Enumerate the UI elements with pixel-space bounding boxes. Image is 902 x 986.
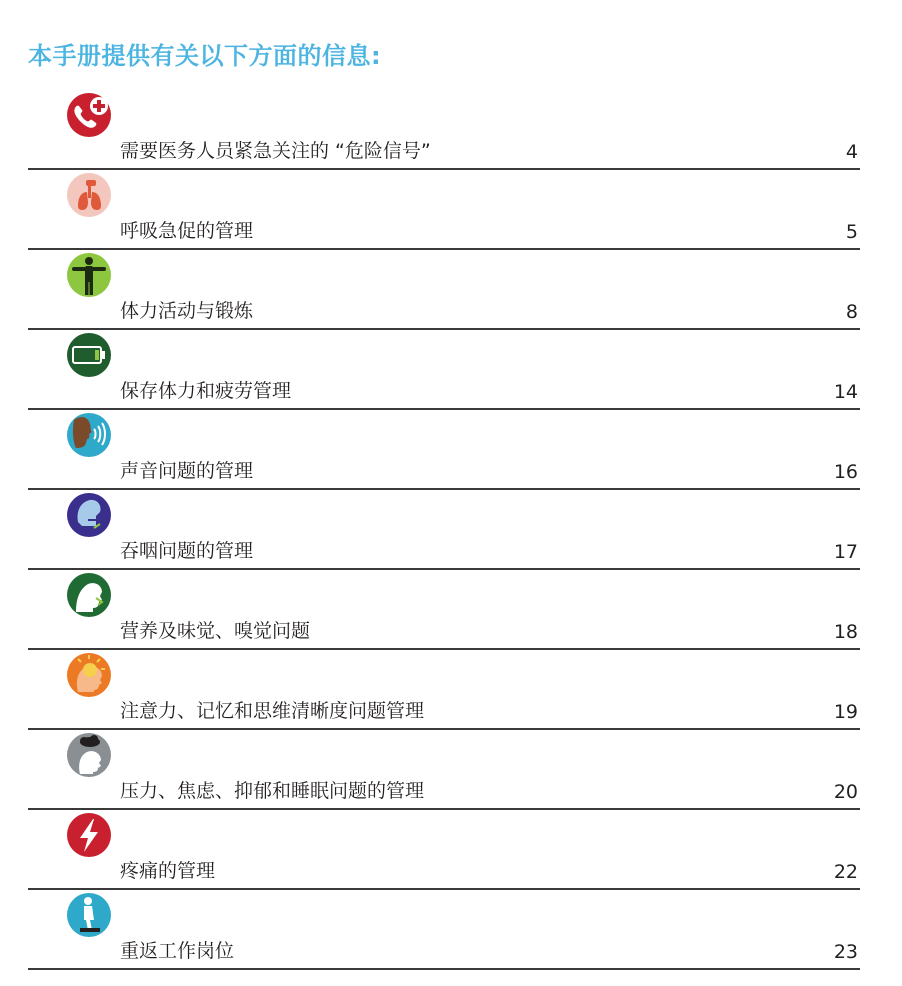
toc-item-label: 疼痛的管理 [120,860,216,882]
person-arms-out-icon [66,252,112,298]
toc-item-label: 保存体力和疲劳管理 [120,380,292,402]
toc-row[interactable] [28,730,860,810]
toc-item-label: 声音问题的管理 [120,460,254,482]
battery-icon [66,332,112,378]
voice-sound-waves-icon [66,412,112,458]
page-title: 本手册提供有关以下方面的信息: [28,42,382,70]
phone-medical-cross-icon [66,92,112,138]
toc-row[interactable] [28,90,860,170]
toc-page-number: 5 [845,221,858,243]
toc-page-number: 16 [833,461,858,483]
toc-page-number: 23 [833,941,858,963]
toc-item-label: 注意力、记忆和思维清晰度问题管理 [120,700,425,722]
toc-row[interactable] [28,810,860,890]
toc-row[interactable] [28,490,860,570]
head-smell-taste-icon [66,572,112,618]
toc-item-label: 需要医务人员紧急关注的 “危险信号” [120,140,431,162]
toc-row[interactable] [28,650,860,730]
toc-row[interactable] [28,330,860,410]
toc-item-label: 呼吸急促的管理 [120,220,254,242]
toc-item-label: 营养及味觉、嗅觉问题 [120,620,311,642]
lightning-bolt-icon [66,812,112,858]
toc-page-number: 4 [845,141,858,163]
toc-row[interactable] [28,890,860,970]
toc-page-number: 22 [833,861,858,883]
toc-item-label: 压力、焦虑、抑郁和睡眠问题的管理 [120,780,425,802]
toc-page-number: 19 [833,701,858,723]
toc-item-label: 重返工作岗位 [120,940,235,962]
swallowing-throat-icon [66,492,112,538]
toc-page-number: 18 [833,621,858,643]
toc-page-number: 14 [833,381,858,403]
toc-page-number: 8 [845,301,858,323]
toc-item-label: 体力活动与锻炼 [120,300,254,322]
head-brain-icon [66,652,112,698]
head-storm-cloud-icon [66,732,112,778]
toc-row[interactable] [28,170,860,250]
toc-page-number: 20 [833,781,858,803]
person-at-desk-icon [66,892,112,938]
lungs-icon [66,172,112,218]
toc-page-number: 17 [833,541,858,563]
toc-row[interactable] [28,570,860,650]
toc-row[interactable] [28,250,860,330]
toc-row[interactable] [28,410,860,490]
toc-item-label: 吞咽问题的管理 [120,540,254,562]
